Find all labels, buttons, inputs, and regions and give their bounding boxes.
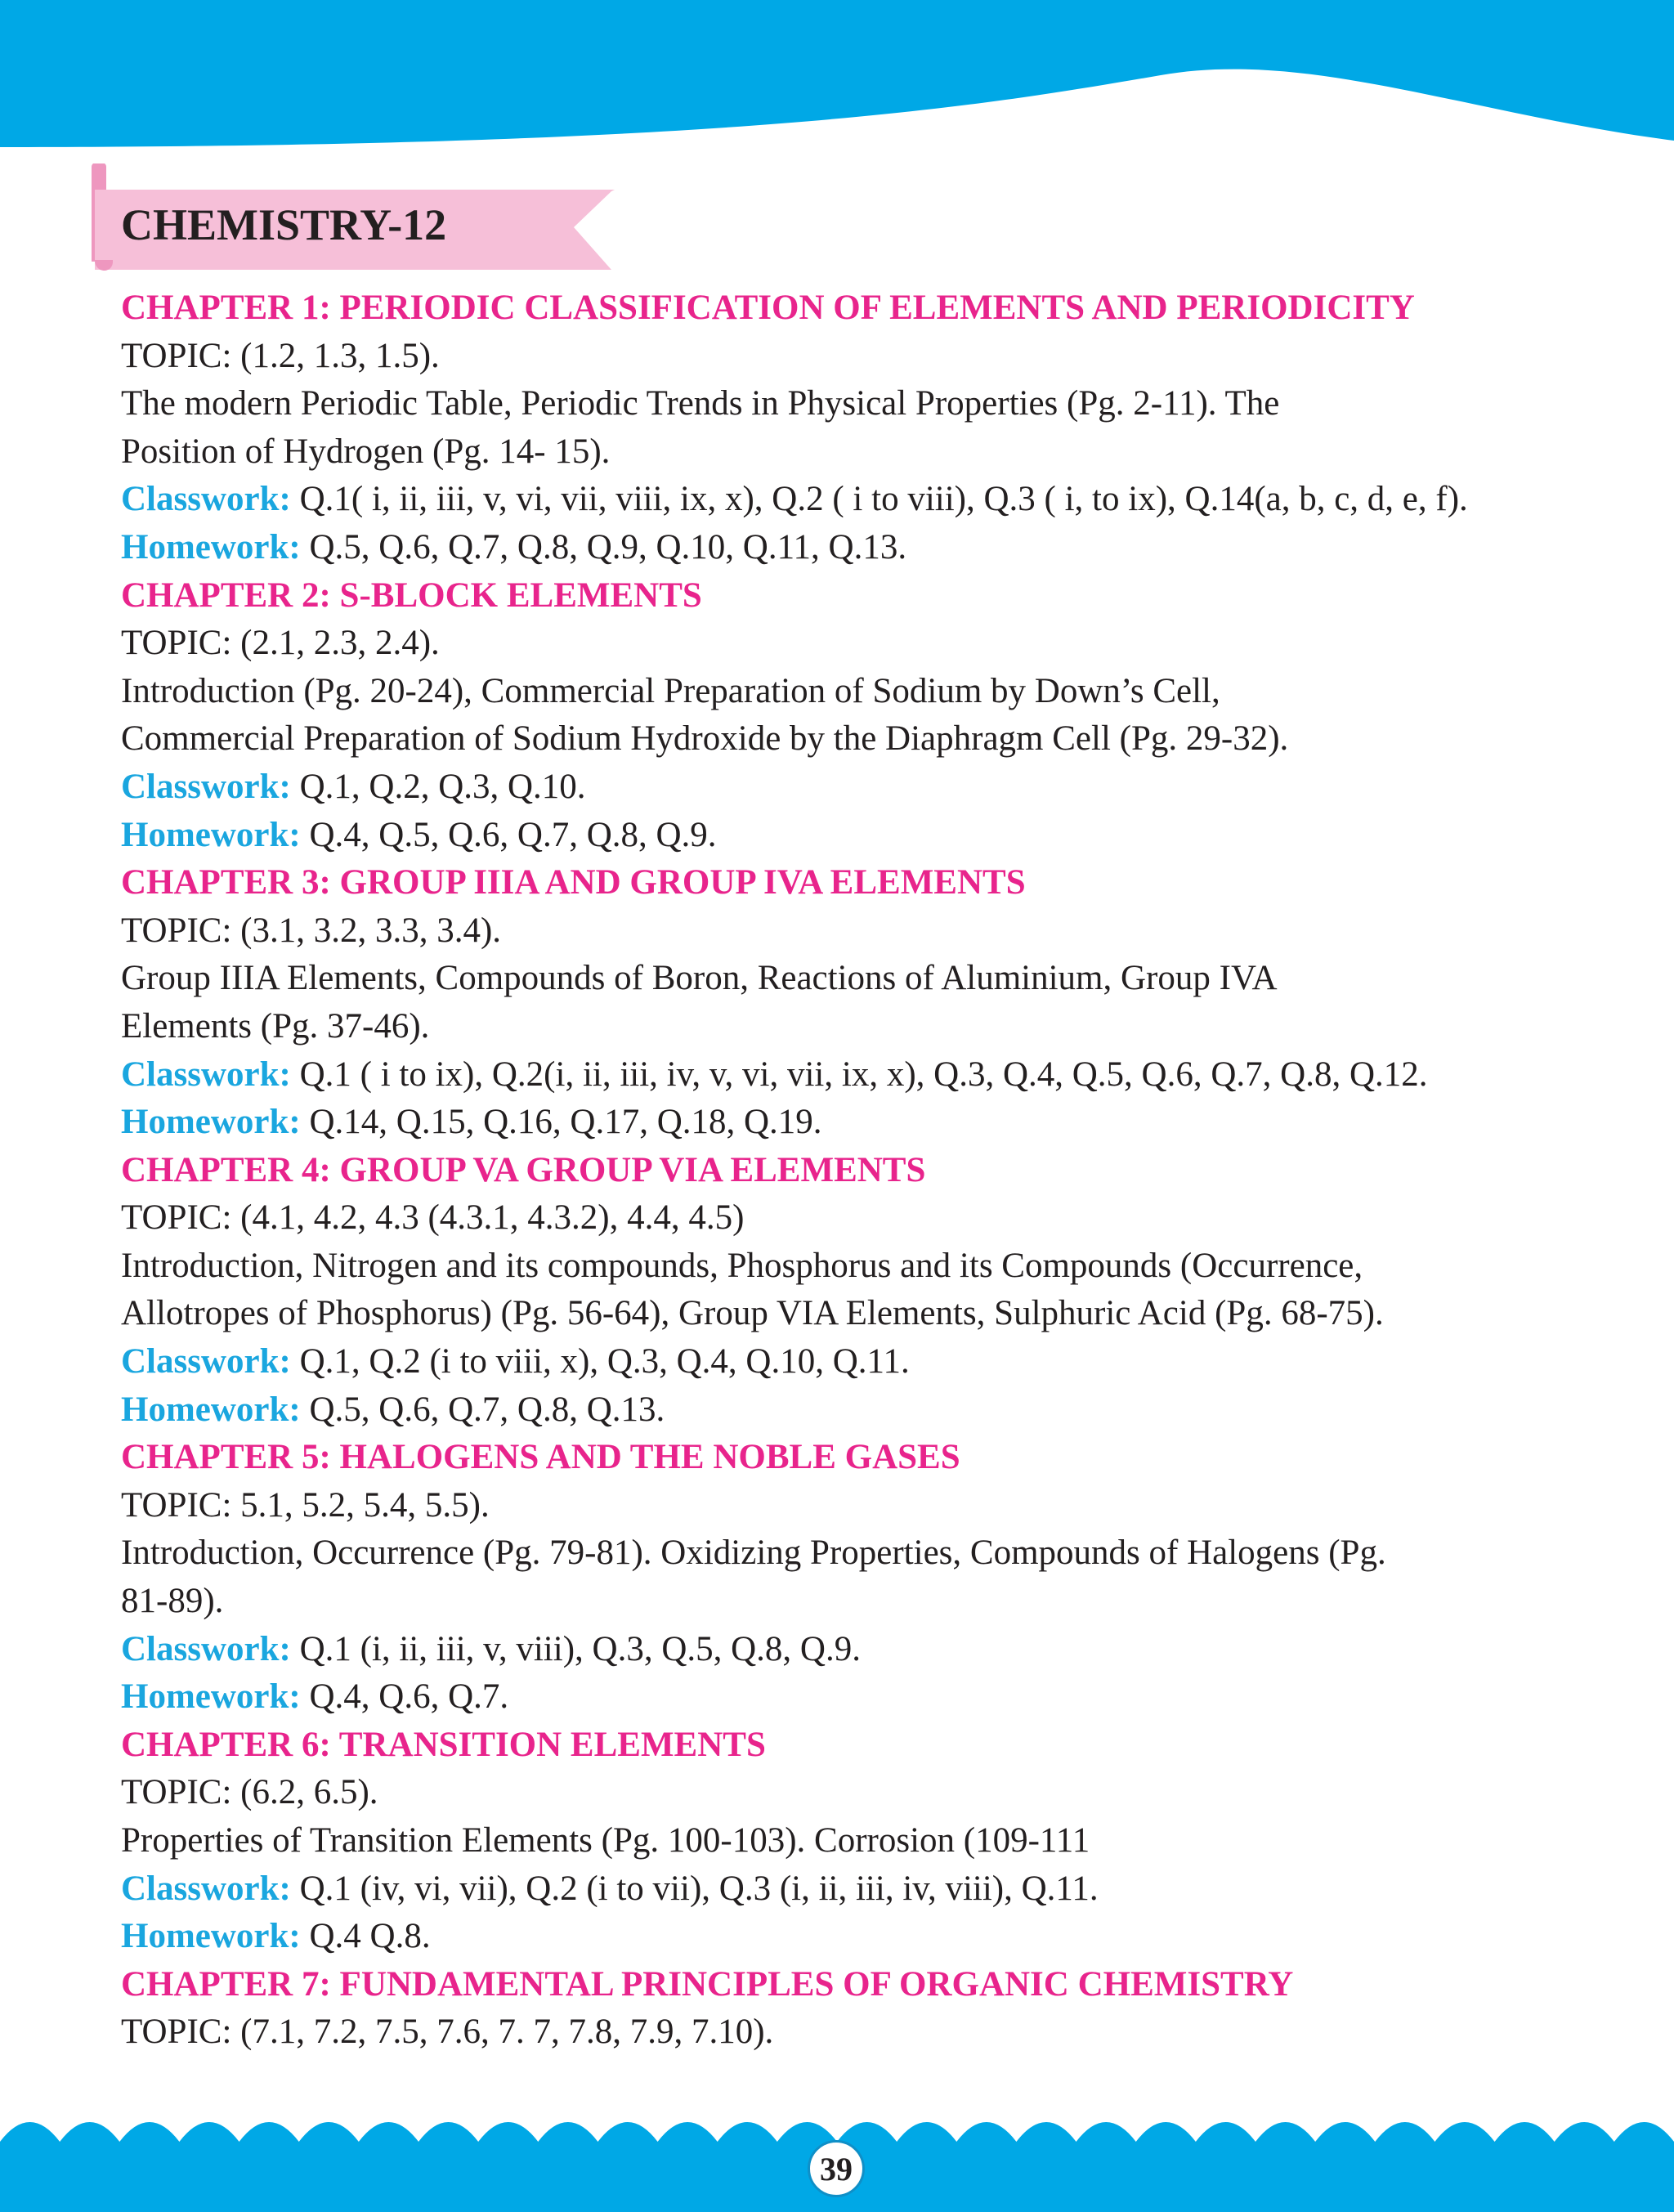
homework-row <box>121 1913 1592 1961</box>
homework-questions: Q.4, Q.5, Q.6, Q.7, Q.8, Q.9. <box>300 815 717 854</box>
classwork-label: Classwork: <box>121 1342 291 1381</box>
page-number: 39 <box>820 2150 853 2187</box>
chapter-heading: CHAPTER 7: FUNDAMENTAL PRINCIPLES OF ORGANIC CHEMISTRY <box>121 1964 1294 2004</box>
top-wave-band <box>0 0 1674 155</box>
topic-line: TOPIC: 5.1, 5.2, 5.4, 5.5). <box>121 1485 490 1525</box>
classwork-questions: Q.1( i, ii, iii, v, vi, vii, viii, ix, x), Q.2 ( i to viii), Q.3 ( i, to ix), Q.14(a, b, c, d, e, f). <box>290 480 1468 519</box>
syllabus-content <box>121 284 1592 2057</box>
classwork-row <box>121 476 1592 524</box>
homework-label: Homework: <box>121 527 301 566</box>
topic-description: 81-89). <box>121 1582 224 1621</box>
topic-description: Position of Hydrogen (Pg. 14- 15). <box>121 432 611 471</box>
topic-description: The modern Periodic Table, Periodic Trends in Physical Properties (Pg. 2-11). The <box>121 384 1280 423</box>
chapter-block <box>121 1434 1592 1722</box>
chapter-heading: CHAPTER 2: S-BLOCK ELEMENTS <box>121 575 702 615</box>
chapter-block <box>121 284 1592 572</box>
homework-label: Homework: <box>121 1103 301 1142</box>
classwork-questions: Q.1 ( i to ix), Q.2(i, ii, iii, iv, v, vi, vii, ix, x), Q.3, Q.4, Q.5, Q.6, Q.7, Q.8, Q.12. <box>290 1055 1428 1094</box>
chapter-heading: CHAPTER 5: HALOGENS AND THE NOBLE GASES <box>121 1438 960 1477</box>
classwork-questions: Q.1, Q.2 (i to viii, x), Q.3, Q.4, Q.10, Q.11. <box>290 1342 910 1381</box>
classwork-label: Classwork: <box>121 1629 291 1668</box>
chapter-heading: CHAPTER 3: GROUP IIIA AND GROUP IVA ELEMENTS <box>121 863 1026 902</box>
chapter-block <box>121 859 1592 1147</box>
topic-description: Properties of Transition Elements (Pg. 100-103). Corrosion (109-111 <box>121 1821 1090 1860</box>
classwork-label: Classwork: <box>121 767 291 806</box>
homework-label: Homework: <box>121 815 301 854</box>
top-wave-shape <box>0 0 1674 147</box>
topic-description: Introduction, Occurrence (Pg. 79-81). Oxidizing Properties, Compounds of Halogens (Pg. <box>121 1534 1386 1573</box>
classwork-questions: Q.1 (iv, vi, vii), Q.2 (i to vii), Q.3 (i, ii, iii, iv, viii), Q.11. <box>290 1869 1099 1908</box>
homework-questions: Q.4 Q.8. <box>300 1917 431 1956</box>
classwork-label: Classwork: <box>121 1055 291 1094</box>
homework-questions: Q.4, Q.6, Q.7. <box>300 1677 509 1717</box>
classwork-label: Classwork: <box>121 480 291 519</box>
topic-description: Allotropes of Phosphorus) (Pg. 56-64), Group VIA Elements, Sulphuric Acid (Pg. 68-75). <box>121 1294 1384 1333</box>
classwork-questions: Q.1, Q.2, Q.3, Q.10. <box>290 767 586 806</box>
classwork-row <box>121 1051 1592 1099</box>
classwork-questions: Q.1 (i, ii, iii, v, viii), Q.3, Q.5, Q.8, Q.9. <box>290 1629 861 1668</box>
homework-label: Homework: <box>121 1390 301 1429</box>
classwork-label: Classwork: <box>121 1869 291 1908</box>
topic-description: Commercial Preparation of Sodium Hydroxide by the Diaphragm Cell (Pg. 29-32). <box>121 719 1289 759</box>
chapter-block <box>121 572 1592 860</box>
homework-questions: Q.14, Q.15, Q.16, Q.17, Q.18, Q.19. <box>300 1103 822 1142</box>
topic-line: TOPIC: (7.1, 7.2, 7.5, 7.6, 7. 7, 7.8, 7.9, 7.10). <box>121 2013 774 2052</box>
chapter-block <box>121 1722 1592 1961</box>
topic-description: Introduction, Nitrogen and its compounds, Phosphorus and its Compounds (Occurrence, <box>121 1246 1363 1285</box>
homework-row <box>121 812 1592 860</box>
topic-line: TOPIC: (3.1, 3.2, 3.3, 3.4). <box>121 911 502 950</box>
classwork-row <box>121 1626 1592 1674</box>
page-title: CHEMISTRY-12 <box>121 200 447 249</box>
topic-description: Elements (Pg. 37-46). <box>121 1006 430 1046</box>
chapter-block <box>121 1147 1592 1435</box>
homework-questions: Q.5, Q.6, Q.7, Q.8, Q.13. <box>300 1390 665 1429</box>
homework-questions: Q.5, Q.6, Q.7, Q.8, Q.9, Q.10, Q.11, Q.13. <box>300 527 907 566</box>
topic-line: TOPIC: (4.1, 4.2, 4.3 (4.3.1, 4.3.2), 4.4, 4.5) <box>121 1198 745 1238</box>
topic-line: TOPIC: (6.2, 6.5). <box>121 1773 378 1812</box>
homework-label: Homework: <box>121 1677 301 1717</box>
homework-row <box>121 1099 1592 1147</box>
chapter-block <box>121 1961 1592 2057</box>
classwork-row <box>121 1338 1592 1386</box>
classwork-row <box>121 1865 1592 1914</box>
chapter-heading: CHAPTER 4: GROUP VA GROUP VIA ELEMENTS <box>121 1150 926 1189</box>
homework-row <box>121 1386 1592 1435</box>
homework-row <box>121 524 1592 572</box>
chapter-heading: CHAPTER 1: PERIODIC CLASSIFICATION OF ELEMENTS AND PERIODICITY <box>121 289 1415 327</box>
homework-row <box>121 1673 1592 1722</box>
topic-line: TOPIC: (2.1, 2.3, 2.4). <box>121 624 440 663</box>
page-number-badge <box>808 2140 865 2197</box>
homework-label: Homework: <box>121 1917 301 1956</box>
classwork-row <box>121 763 1592 812</box>
chapter-heading: CHAPTER 6: TRANSITION ELEMENTS <box>121 1725 766 1764</box>
topic-line: TOPIC: (1.2, 1.3, 1.5). <box>121 336 440 375</box>
topic-description: Group IIIA Elements, Compounds of Boron, Reactions of Aluminium, Group IVA <box>121 959 1278 998</box>
topic-description: Introduction (Pg. 20-24), Commercial Preparation of Sodium by Down’s Cell, <box>121 671 1220 710</box>
